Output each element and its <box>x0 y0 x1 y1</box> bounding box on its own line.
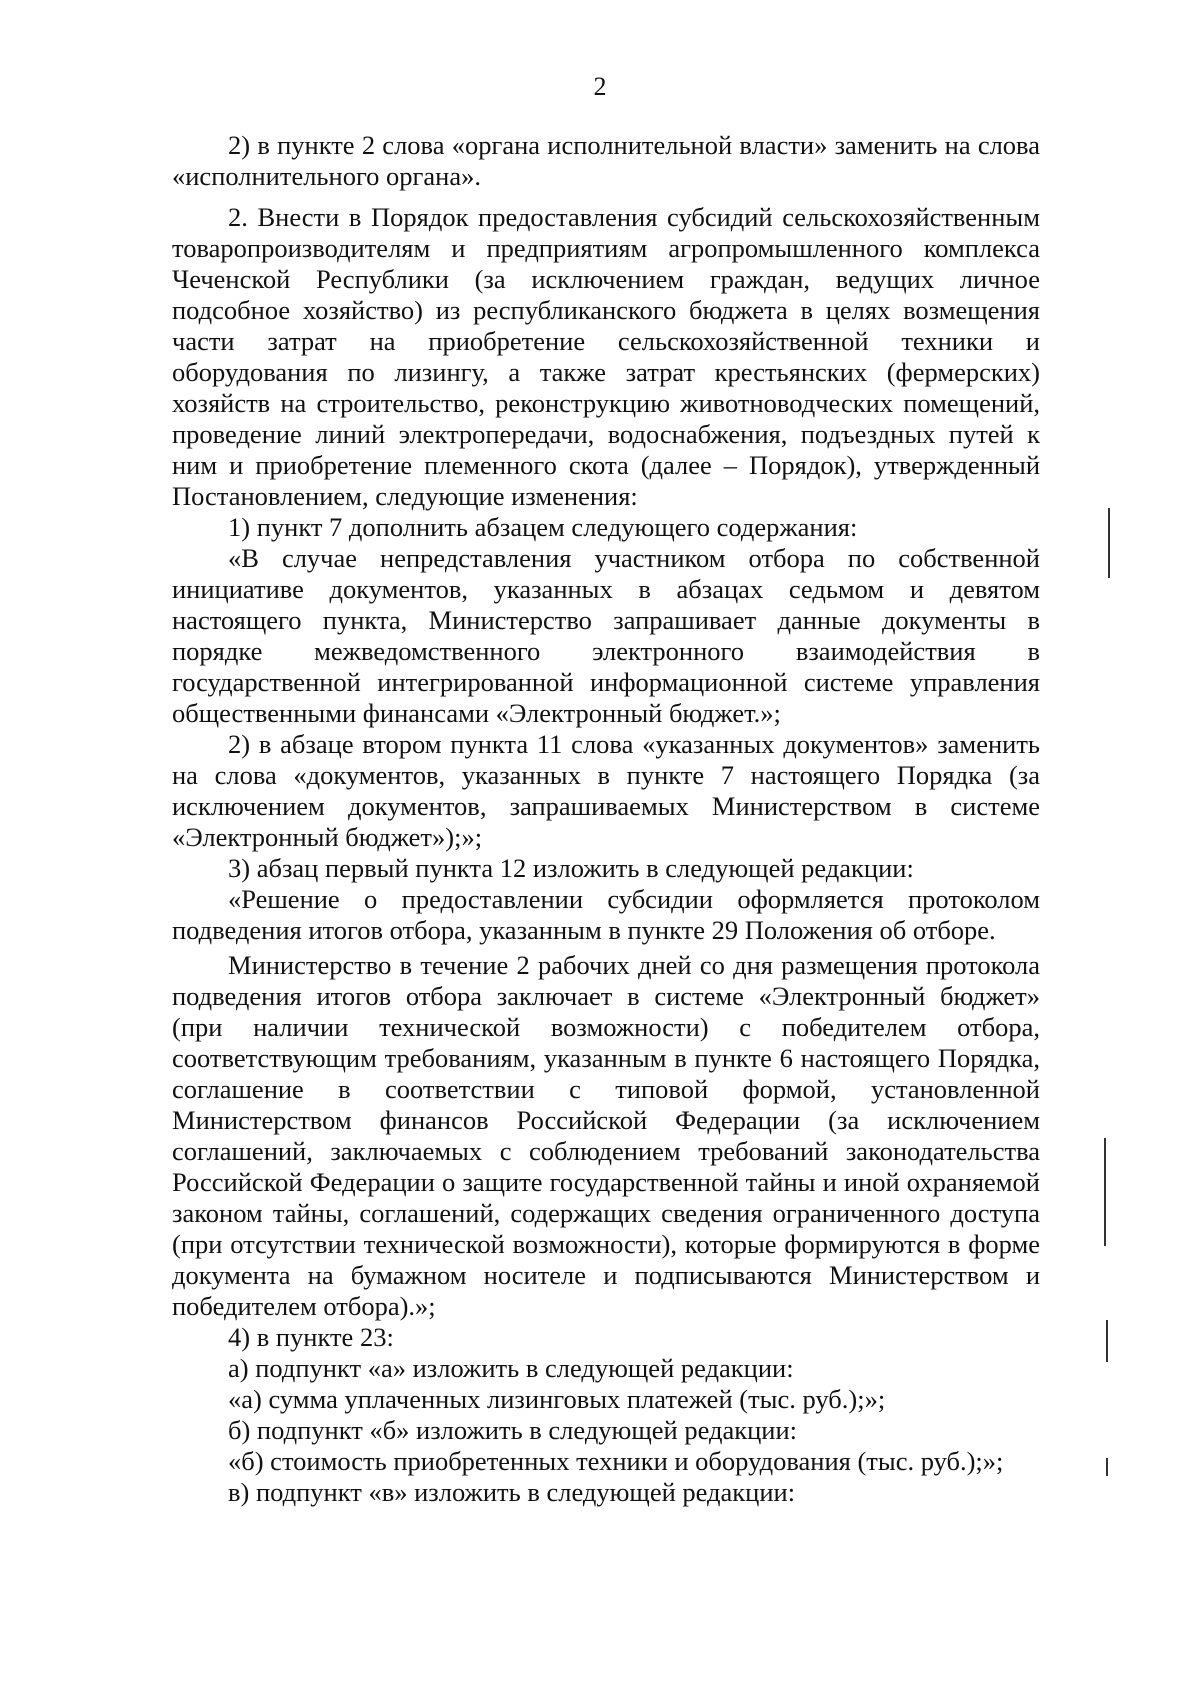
scan-edge-mark <box>1104 1138 1106 1246</box>
paragraph-quote-item-3-b: Министерство в течение 2 рабочих дней со дня размещения протокола подведения итогов отбора заключает в системе «Электронный бюджет» (при наличии технической возможности) с победителем отбора, соответствующим требованиям, указанным в пункте 6 настоящего Порядка, соглашение в соответствии с типовой формой, установленной Министерством финансов Российской Федерации (за исключением соглашений, заключаемых с соблюдением требований законодательства Российской Федерации о защите государственной тайны и иной охраняемой законом тайны, соглашений, содержащих сведения ограниченного доступа (при отсутствии технической возможности), которые формируются в форме документа на бумажном носителе и подписываются Министерством и победителем отбора).»; <box>172 950 1040 1321</box>
scan-edge-mark <box>1106 1320 1108 1362</box>
paragraph-item-3: 3) абзац первый пункта 12 изложить в следующей редакции: <box>228 853 914 883</box>
paragraph-quote-subitem-b: «б) стоимость приобретенных техники и оборудования (тыс. руб.);»; <box>228 1446 1004 1476</box>
scan-edge-mark <box>1106 1458 1108 1476</box>
paragraph-section-2-intro: 2. Внести в Порядок предоставления субсидий сельскохозяйственным товаропроизводителям и предприятиям агропромышленного комплекса Чеченской Республики (за исключением граждан, ведущих личное подсобное хозяйство) из республиканского бюджета в целях возмещения части затрат на приобретение сельскохозяйственной техники и оборудования по лизингу, а также затрат крестьянских (фермерских) хозяйств на строительство, реконструкцию животноводческих помещений, проведение линий электропередачи, водоснабжения, подъездных путей к ним и приобретение племенного скота (далее – Порядок), утвержденный Постановлением, следующие изменения: <box>172 202 1040 511</box>
paragraph-amendment-2: 2) в пункте 2 слова «органа исполнительной власти» заменить на слова «исполнительного органа». <box>172 130 1040 191</box>
paragraph-item-4: 4) в пункте 23: <box>228 1322 394 1352</box>
paragraph-subitem-v: в) подпункт «в» изложить в следующей редакции: <box>228 1477 796 1507</box>
document-body <box>172 130 1040 1508</box>
paragraph-item-1: 1) пункт 7 дополнить абзацем следующего содержания: <box>228 512 858 542</box>
paragraph-subitem-b: б) подпункт «б» изложить в следующей редакции: <box>228 1415 798 1445</box>
scan-edge-mark <box>1108 508 1110 578</box>
paragraph-subitem-a: а) подпункт «а» изложить в следующей редакции: <box>228 1353 794 1383</box>
paragraph-quote-subitem-a: «а) сумма уплаченных лизинговых платежей (тыс. руб.);»; <box>228 1384 886 1414</box>
page-number: 2 <box>593 72 607 101</box>
paragraph-quote-item-1: «В случае непредставления участником отбора по собственной инициативе документов, указанных в абзацах седьмом и девятом настоящего пункта, Министерство запрашивает данные документы в порядке межведомственного электронного взаимодействия в государственной интегрированной информационной системе управления общественными финансами «Электронный бюджет.»; <box>172 543 1040 728</box>
paragraph-quote-item-3-a: «Решение о предоставлении субсидии оформляется протоколом подведения итогов отбора, указанным в пункте 29 Положения об отборе. <box>172 884 1040 945</box>
paragraph-item-2: 2) в абзаце втором пункта 11 слова «указанных документов» заменить на слова «документов, указанных в пункте 7 настоящего Порядка (за исключением документов, запрашиваемых Министерством в системе «Электронный бюджет»);»; <box>172 729 1040 852</box>
